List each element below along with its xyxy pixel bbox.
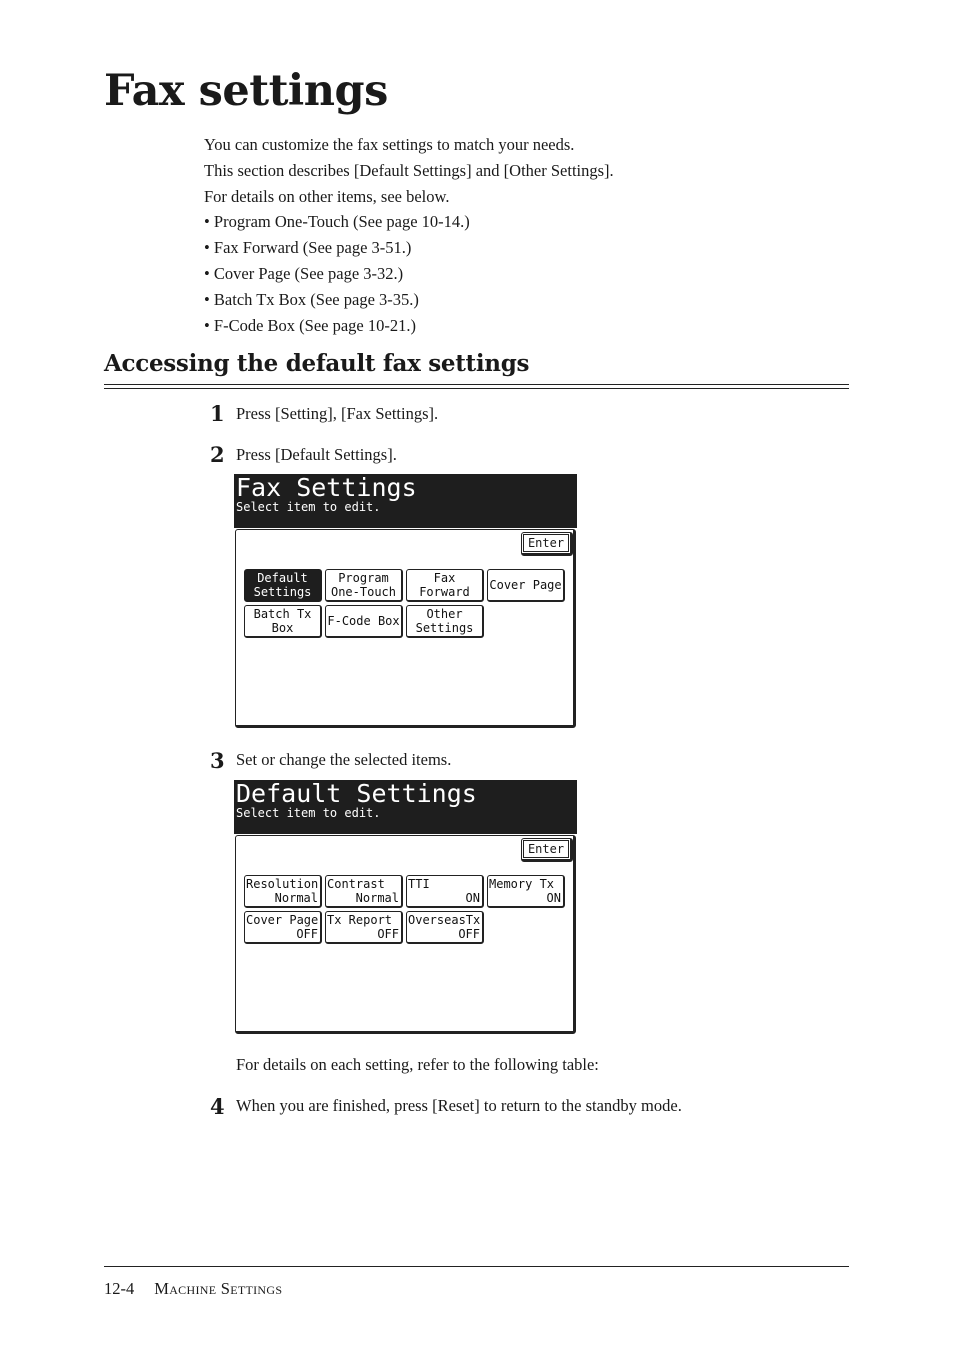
step-number: 2 bbox=[210, 442, 225, 467]
screen-subtitle: Select item to edit. bbox=[236, 500, 381, 514]
intro-bullet: • F-Code Box (See page 10-21.) bbox=[204, 315, 416, 335]
button-label: Box bbox=[271, 621, 294, 635]
memory-tx-button[interactable] bbox=[487, 875, 565, 908]
screen-title: Fax Settings bbox=[236, 473, 417, 502]
setting-label: OverseasTx bbox=[408, 913, 481, 927]
heading-rule bbox=[104, 388, 849, 389]
button-label: Default bbox=[257, 571, 308, 585]
button-label: Settings bbox=[415, 621, 474, 635]
setting-value: ON bbox=[465, 891, 480, 905]
cover-page-button[interactable] bbox=[487, 569, 565, 602]
fax-settings-screen bbox=[234, 474, 577, 730]
default-settings-button[interactable] bbox=[244, 569, 322, 602]
screen-title: Default Settings bbox=[236, 779, 477, 808]
setting-value: OFF bbox=[377, 927, 399, 941]
enter-button[interactable] bbox=[521, 532, 573, 556]
heading-rule bbox=[104, 384, 849, 385]
setting-label: Memory Tx bbox=[489, 877, 555, 891]
batch-tx-box-button[interactable] bbox=[244, 605, 322, 638]
setting-value: OFF bbox=[458, 927, 480, 941]
other-settings-button[interactable] bbox=[406, 605, 484, 638]
fax-forward-button[interactable] bbox=[406, 569, 484, 602]
step-text: Press [Default Settings]. bbox=[236, 445, 397, 464]
section-heading: Accessing the default fax settings bbox=[104, 350, 530, 377]
setting-label: Tx Report bbox=[327, 913, 393, 927]
tti-button[interactable] bbox=[406, 875, 484, 908]
page-number: 12-4 bbox=[104, 1279, 135, 1298]
button-label: Fax bbox=[433, 571, 456, 585]
intro-bullet: • Program One-Touch (See page 10-14.) bbox=[204, 212, 470, 232]
enter-label: Enter bbox=[523, 534, 569, 552]
chapter-name: Machine Settings bbox=[154, 1279, 283, 1298]
step-number: 4 bbox=[210, 1094, 225, 1119]
setting-label: TTI bbox=[408, 877, 430, 891]
button-label: F-Code Box bbox=[327, 614, 400, 628]
step-number: 1 bbox=[210, 401, 225, 426]
intro-line: This section describes [Default Settings] and [Other Settings]. bbox=[204, 160, 614, 180]
page-footer bbox=[104, 1279, 282, 1299]
button-label: One-Touch bbox=[330, 585, 397, 599]
f-code-box-button[interactable] bbox=[325, 605, 403, 638]
button-label: Program bbox=[338, 571, 389, 585]
contrast-button[interactable] bbox=[325, 875, 403, 908]
program-one-touch-button[interactable] bbox=[325, 569, 403, 602]
step-text: When you are finished, press [Reset] to return to the standby mode. bbox=[236, 1096, 682, 1115]
button-label: Other bbox=[426, 607, 463, 621]
step-text: Press [Setting], [Fax Settings]. bbox=[236, 404, 439, 423]
intro-text bbox=[204, 132, 844, 338]
setting-label: Contrast bbox=[327, 877, 385, 891]
step-number: 3 bbox=[210, 748, 225, 773]
button-label: Cover Page bbox=[489, 578, 562, 592]
screen-body bbox=[235, 529, 576, 728]
setting-label: Resolution bbox=[246, 877, 319, 891]
page-title: Fax settings bbox=[104, 66, 388, 116]
default-settings-screen bbox=[234, 780, 577, 1036]
intro-bullet: • Batch Tx Box (See page 3-35.) bbox=[204, 289, 419, 309]
setting-label: Cover Page bbox=[246, 913, 319, 927]
setting-value: OFF bbox=[296, 927, 318, 941]
button-label: Batch Tx bbox=[253, 607, 312, 621]
tx-report-button[interactable] bbox=[325, 911, 403, 944]
overseas-tx-button[interactable] bbox=[406, 911, 484, 944]
intro-line: You can customize the fax settings to match your needs. bbox=[204, 135, 575, 154]
setting-value: ON bbox=[546, 891, 561, 905]
setting-value: Normal bbox=[355, 891, 399, 905]
screen-subtitle: Select item to edit. bbox=[236, 806, 381, 820]
footer-rule bbox=[104, 1266, 849, 1267]
intro-line: For details on other items, see below. bbox=[204, 186, 450, 206]
cover-page-button[interactable] bbox=[244, 911, 322, 944]
table-note: For details on each setting, refer to the following table: bbox=[236, 1055, 599, 1074]
button-label: Settings bbox=[253, 585, 312, 599]
screen-header bbox=[234, 474, 577, 528]
enter-label: Enter bbox=[523, 840, 569, 858]
screen-body bbox=[235, 835, 576, 1034]
button-label: Forward bbox=[419, 585, 470, 599]
setting-value: Normal bbox=[274, 891, 318, 905]
intro-bullet: • Fax Forward (See page 3-51.) bbox=[204, 238, 412, 258]
screen-header bbox=[234, 780, 577, 834]
step-text: Set or change the selected items. bbox=[236, 750, 452, 769]
intro-bullet: • Cover Page (See page 3-32.) bbox=[204, 263, 404, 283]
resolution-button[interactable] bbox=[244, 875, 322, 908]
enter-button[interactable] bbox=[521, 838, 573, 862]
